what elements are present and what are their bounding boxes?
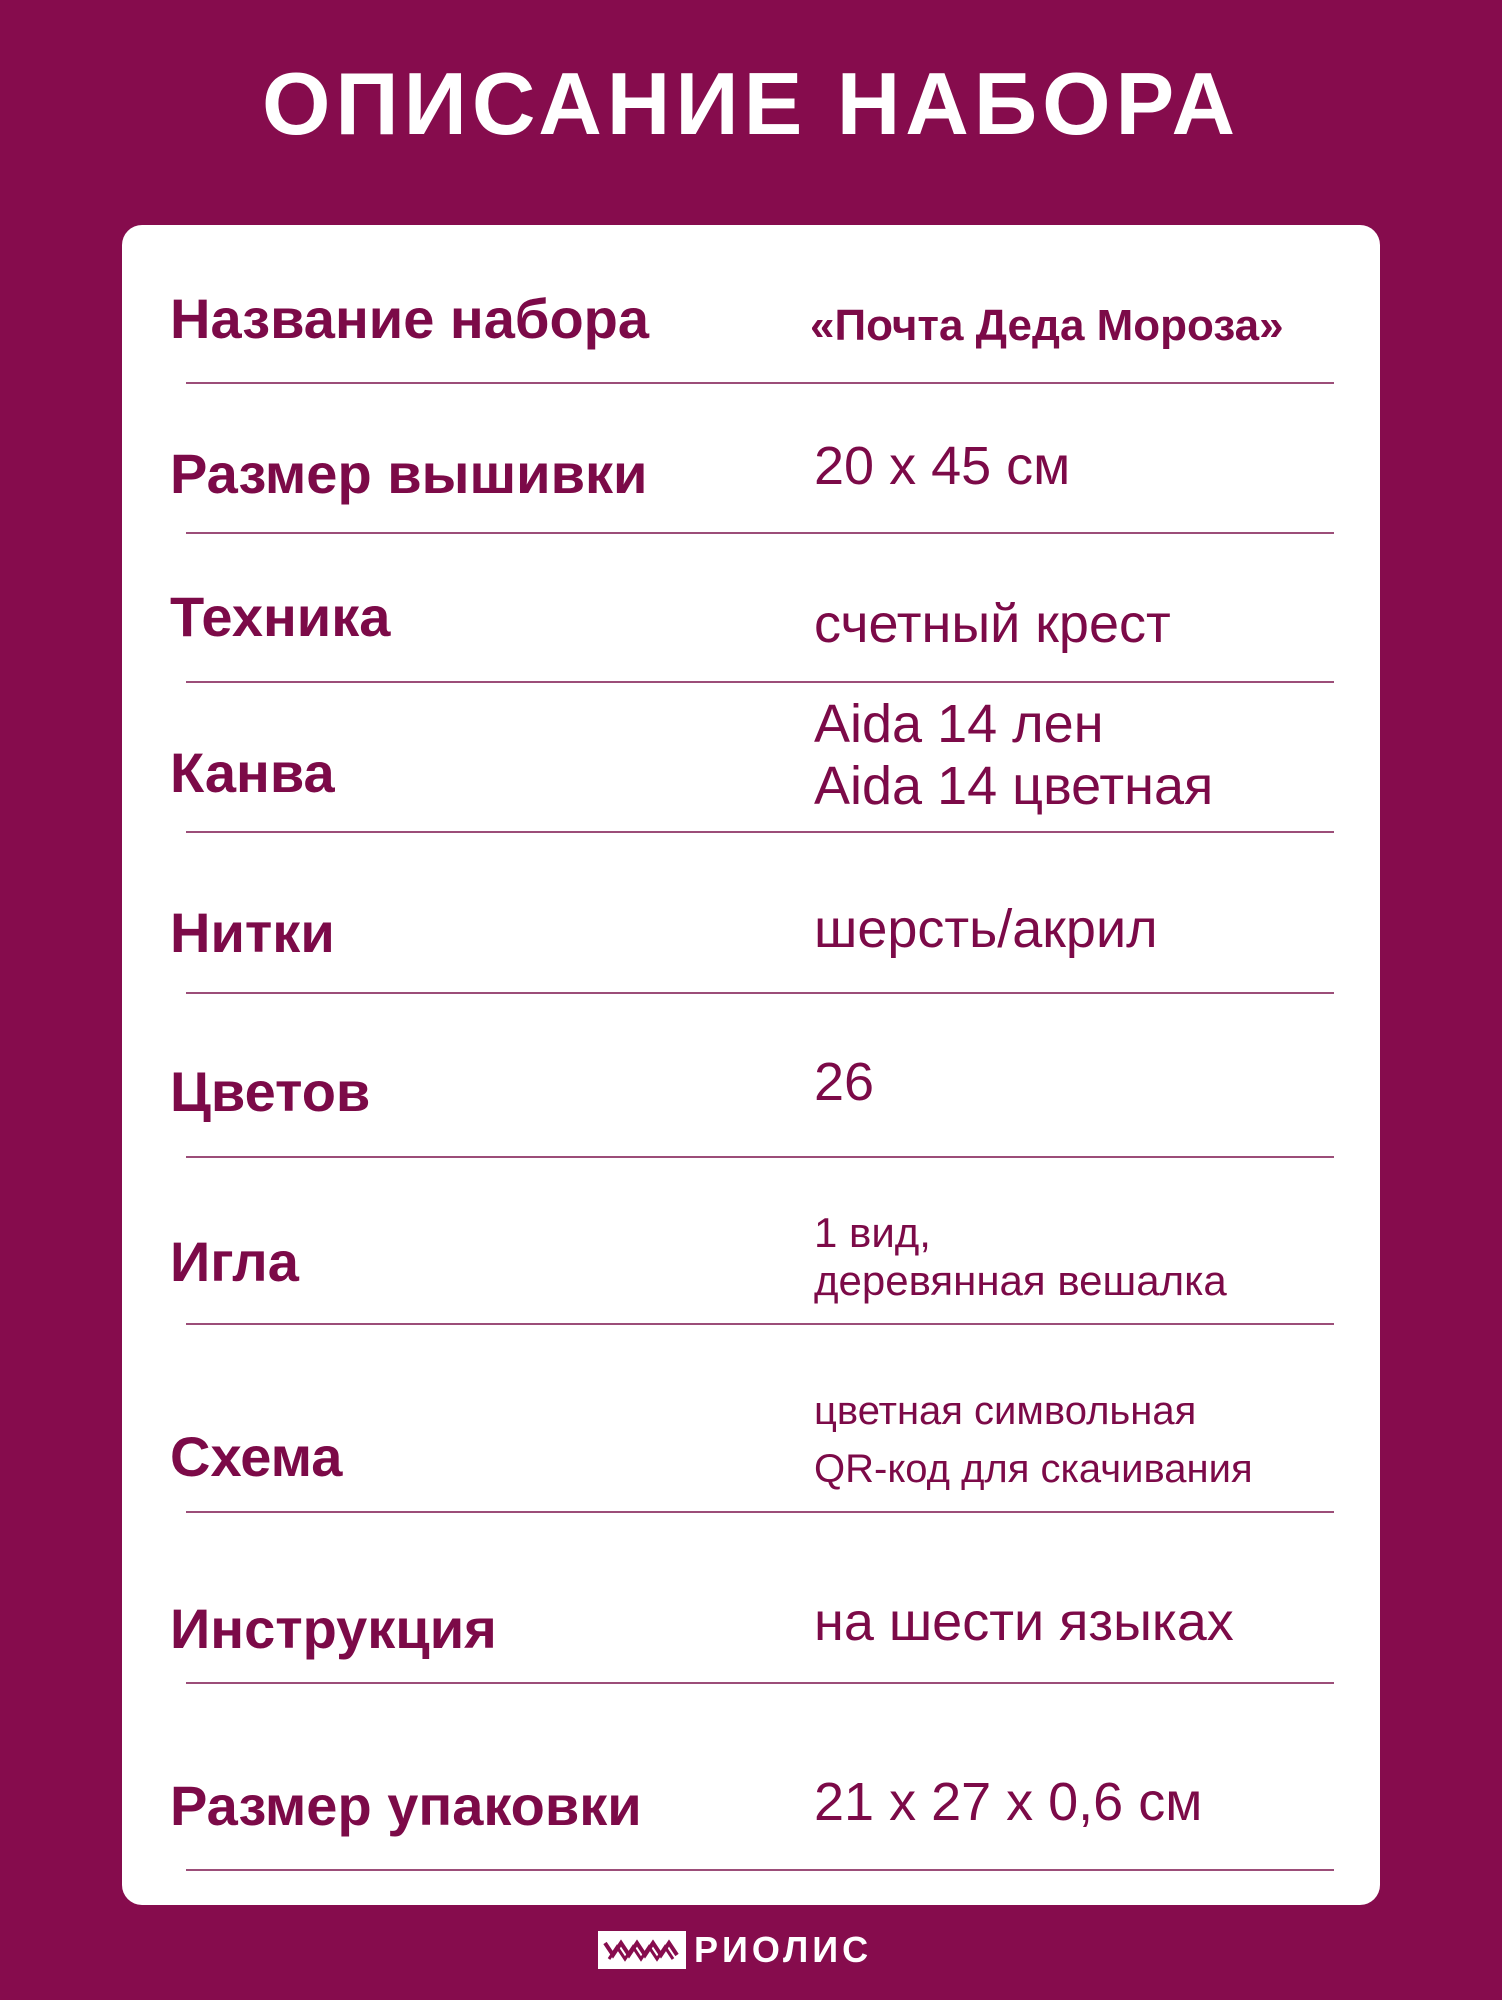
row-label: Размер упаковки bbox=[170, 1774, 642, 1837]
row-value bbox=[814, 1051, 874, 1113]
row-value-line: 26 bbox=[814, 1052, 875, 1112]
brand-logo-icon bbox=[598, 1931, 686, 1969]
row-value bbox=[814, 693, 1213, 817]
row-value bbox=[814, 1382, 1253, 1498]
row-value-line: цветная символьная bbox=[814, 1389, 1197, 1433]
row-divider bbox=[186, 1511, 1334, 1513]
row-value-line: Aida 14 цветная bbox=[814, 756, 1214, 816]
row-label: Цветов bbox=[170, 1060, 371, 1123]
row-divider bbox=[186, 1323, 1334, 1325]
row-value-line: 20 х 45 см bbox=[814, 436, 1071, 496]
row-divider bbox=[186, 1156, 1334, 1158]
page-title: ОПИСАНИЕ НАБОРА bbox=[261, 54, 1241, 153]
row-value-line: QR-код для скачивания bbox=[814, 1447, 1253, 1491]
row-label: Канва bbox=[170, 741, 335, 804]
row-label: Схема bbox=[170, 1425, 343, 1488]
row-value bbox=[814, 1771, 1202, 1833]
row-value-line: деревянная вешалка bbox=[814, 1257, 1227, 1304]
row-divider bbox=[186, 1682, 1334, 1684]
row-label: Техника bbox=[170, 585, 391, 648]
description-card bbox=[122, 225, 1380, 1905]
row-value bbox=[810, 295, 1284, 357]
row-label: Инструкция bbox=[170, 1597, 497, 1660]
row-value-line: 1 вид, bbox=[814, 1209, 931, 1256]
row-divider bbox=[186, 532, 1334, 534]
row-value-line: 21 х 27 х 0,6 см bbox=[814, 1772, 1203, 1832]
row-divider bbox=[186, 831, 1334, 833]
row-divider bbox=[186, 992, 1334, 994]
row-value-line: «Почта Деда Мороза» bbox=[810, 301, 1284, 350]
row-value bbox=[814, 593, 1171, 655]
row-divider bbox=[186, 382, 1334, 384]
row-value-line: на шести языках bbox=[814, 1592, 1234, 1652]
row-value-line: счетный крест bbox=[814, 594, 1171, 654]
row-label: Размер вышивки bbox=[170, 442, 648, 505]
row-value bbox=[814, 435, 1070, 497]
row-value bbox=[814, 1209, 1227, 1305]
brand-name: РИОЛИС bbox=[694, 1929, 873, 1970]
row-value bbox=[814, 898, 1158, 960]
row-label: Название набора bbox=[170, 287, 650, 350]
row-label: Нитки bbox=[170, 901, 335, 964]
row-divider bbox=[186, 681, 1334, 683]
row-value-line: Aida 14 лен bbox=[814, 694, 1104, 754]
row-value-line: шерсть/акрил bbox=[814, 899, 1158, 959]
row-value bbox=[814, 1591, 1234, 1653]
brand-footer bbox=[598, 1930, 872, 1970]
row-divider bbox=[186, 1869, 1334, 1871]
row-label: Игла bbox=[170, 1230, 299, 1293]
